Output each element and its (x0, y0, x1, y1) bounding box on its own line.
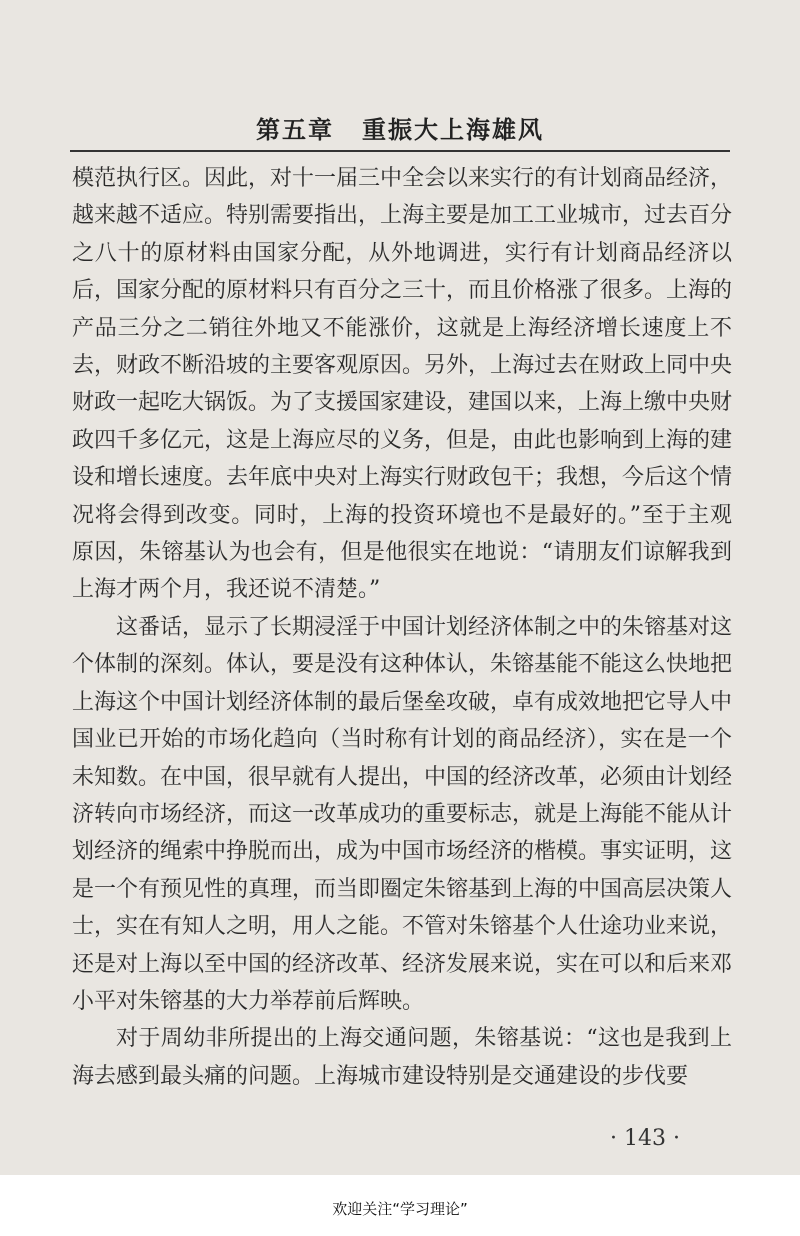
body-text (72, 160, 732, 1095)
paragraph-1: 模范执行区。因此，对十一届三中全会以来实行的有计划商品经济，越来越不适应。特别需要指出，上海主要是加工工业城市，过去百分之八十的原材料由国家分配，从外地调进，实行有计划商品经济以后，国家分配的原材料只有百分之三十，而且价格涨了很多。上海的产品三分之二销往外地又不能涨价，这就是上海经济增长速度上不去，财政不断沿坡的主要客观原因。另外，上海过去在财政上同中央财政一起吃大锅饭。为了支援国家建设，建国以来，上海上缴中央财政四千多亿元，这是上海应尽的义务，但是，由此也影响到上海的建设和增长速度。去年底中央对上海实行财政包干；我想，今后这个情况将会得到改变。同时，上海的投资环境也不是最好的。”至于主观原因，朱镕基认为也会有，但是他很实在地说：“请朋友们谅解我到上海才两个月，我还说不清楚。” (72, 166, 733, 603)
running-header (62, 110, 738, 145)
chapter-number: 第五章 (256, 115, 334, 144)
header-rule (70, 150, 730, 152)
paragraph-2: 这番话，显示了长期浸淫于中国计划经济体制之中的朱镕基对这个体制的深刻。体认，要是没有这种体认，朱镕基能不能这么快地把上海这个中国计划经济体制的最后堡垒攻破，卓有成效地把它导人中国业已开始的市场化趋向（当时称有计划的商品经济），实在是一个未知数。在中国，很早就有人提出，中国的经济改革，必须由计划经济转向市场经济，而这一改革成功的重要标志，就是上海能不能从计划经济的绳索中挣脱而出，成为中国市场经济的楷模。事实证明，这是一个有预见性的真理，而当即圈定朱镕基到上海的中国高层决策人士，实在有知人之明，用人之能。不管对朱镕基个人仕途功业来说，还是对上海以至中国的经济改革、经济发展来说，实在可以和后来邓小平对朱镕基的大力举荐前后辉映。 (72, 614, 733, 1014)
chapter-title: 重振大上海雄风 (362, 115, 544, 144)
page-number: · 143 · (610, 1126, 680, 1151)
footer-caption: 欢迎关注“学习理论” (332, 1200, 468, 1218)
paragraph-3: 对于周幼非所提出的上海交通问题，朱镕基说：“这也是我到上海去感到最头痛的问题。上海城市建设特别是交通建设的步伐要 (72, 1026, 732, 1089)
